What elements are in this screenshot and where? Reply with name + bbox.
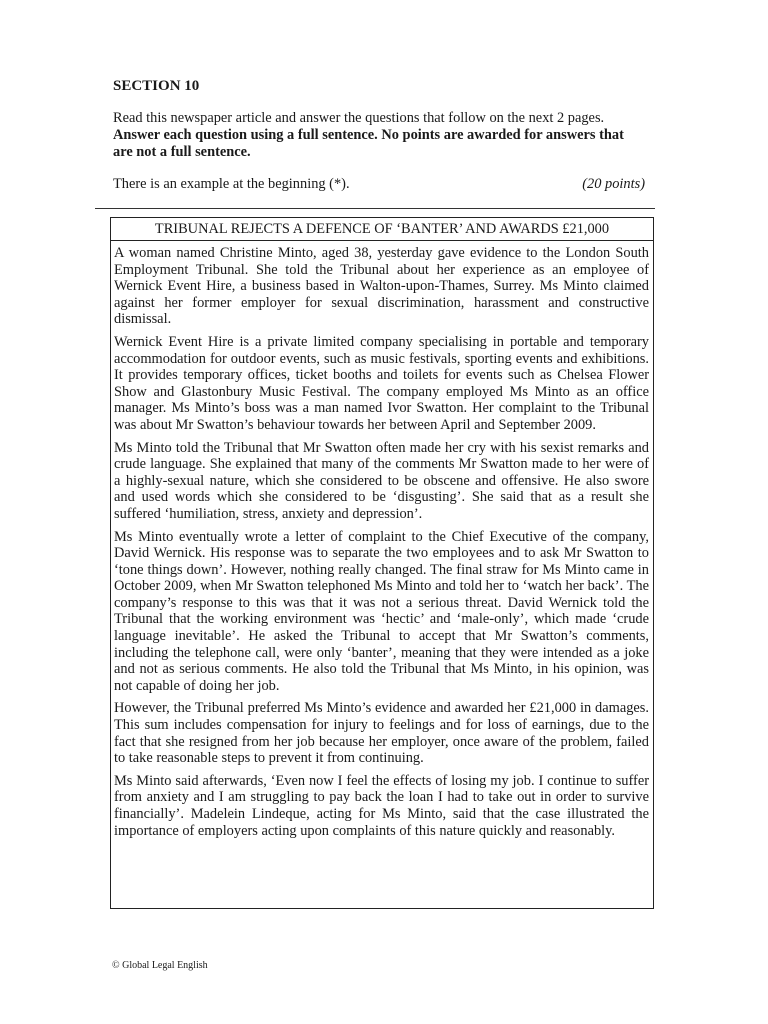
instructions-line: Read this newspaper article and answer the questions that follow on the next 2 pages. xyxy=(113,110,605,126)
article-paragraph: Ms Minto told the Tribunal that Mr Swatton often made her cry with his sexist remarks and crude language. She explained that many of the comments Mr Swatton made to her were of a highly-sexual nature, which she considered to be obscene and offensive. He also swore and used words which she considered to be ‘disgusting’. She said that as a result she suffered ‘humiliation, stress, anxiety and depression’. xyxy=(114,439,649,522)
divider-line xyxy=(95,208,655,209)
article-paragraph: A woman named Christine Minto, aged 38, yesterday gave evidence to the London South Employment Tribunal. She told the Tribunal about her experience as an employee of Wernick Event Hire, a business based in Walton-upon-Thames, Surrey. Ms Minto claimed against her former employer for sexual discrimination, harassment and constructive dismissal. xyxy=(114,245,649,328)
article-box xyxy=(110,217,654,909)
section-title: SECTION 10 xyxy=(113,78,200,94)
article-paragraph: Wernick Event Hire is a private limited company specialising in portable and temporary accommodation for outdoor events, such as music festivals, sporting events and exhibitions. It provides temporary offices, ticket booths and toilets for events such as Chelsea Flower Show and Glastonbury Music Festival. The company employed Ms Minto as an office manager. Ms Minto’s boss was a man named Ivor Swatton. Her complaint to the Tribunal was about Mr Swatton’s behaviour towards her between April and September 2009. xyxy=(114,333,649,433)
points-label: (20 points) xyxy=(582,176,645,192)
article-headline: TRIBUNAL REJECTS A DEFENCE OF ‘BANTER’ AND AWARDS £21,000 xyxy=(111,218,653,241)
article-paragraph: However, the Tribunal preferred Ms Minto’s evidence and awarded her £21,000 in damages. This sum includes compensation for injury to feelings and for loss of earnings, due to the fact that she resigned from her job because her employer, once aware of the problem, failed to take reasonable steps to prevent it from continuing. xyxy=(114,700,649,767)
example-text: There is an example at the beginning (*). xyxy=(113,176,350,192)
article-paragraph: Ms Minto eventually wrote a letter of complaint to the Chief Executive of the company, David Wernick. His response was to separate the two employees and to ask Mr Swatton to ‘tone things down’. However, nothing really changed. The final straw for Ms Minto came in October 2009, when Mr Swatton telephoned Ms Minto and told her to ‘watch her back’. The company’s response to this was that it was not a serious threat. David Wernick told the Tribunal that the working environment was ‘hectic’ and ‘male-only’, which made ‘crude language inevitable’. He asked the Tribunal to accept that Mr Swatton’s comments, including the telephone call, were only ‘banter’, meaning that they were intended as a joke and not as serious comments. He also told the Tribunal that Ms Minto, in his opinion, was not capable of doing her job. xyxy=(114,528,649,694)
article-body xyxy=(111,241,653,839)
instructions-bold: Answer each question using a full sentence. No points are awarded for answers that are not a full sentence. xyxy=(113,127,624,160)
article-paragraph: Ms Minto said afterwards, ‘Even now I feel the effects of losing my job. I continue to suffer from anxiety and I am struggling to pay back the loan I had to take out in order to survive financially’. Madelein Lindeque, acting for Ms Minto, said that the case illustrated the importance of employers acting upon complaints of this nature quickly and reasonably. xyxy=(114,772,649,839)
instructions xyxy=(113,110,643,161)
copyright-footer: © Global Legal English xyxy=(112,960,208,971)
example-row xyxy=(113,176,645,193)
